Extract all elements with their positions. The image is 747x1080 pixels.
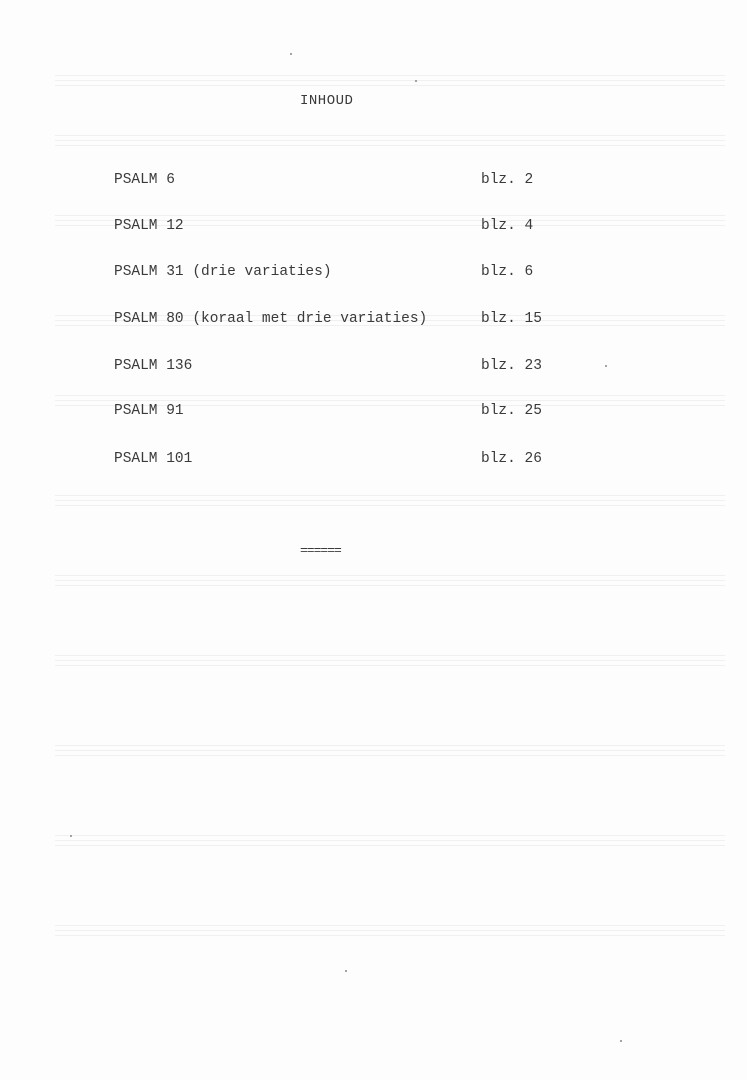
toc-entry-title: PSALM 6 xyxy=(114,172,175,188)
toc-entry xyxy=(114,172,574,192)
toc-entry xyxy=(114,218,574,238)
toc-entry xyxy=(114,451,574,471)
paper-speck xyxy=(290,53,292,55)
paper-speck xyxy=(70,835,72,837)
section-separator: ====== xyxy=(300,543,341,558)
toc-entry xyxy=(114,264,574,284)
paper-speck xyxy=(605,365,607,367)
paper-speck xyxy=(345,970,347,972)
toc-entry xyxy=(114,311,574,331)
paper-speck xyxy=(620,1040,622,1042)
toc-entry xyxy=(114,358,574,378)
toc-entry-title: PSALM 101 xyxy=(114,451,193,467)
toc-entry-page: blz. 15 xyxy=(481,311,542,327)
show-through-background xyxy=(55,55,725,1015)
toc-entry-page: blz. 25 xyxy=(481,403,542,419)
toc-entry-title: PSALM 91 xyxy=(114,403,184,419)
toc-entry-page: blz. 6 xyxy=(481,264,534,280)
paper-speck xyxy=(415,80,417,82)
toc-entry-title: PSALM 31 (drie variaties) xyxy=(114,264,332,280)
toc-entry-page: blz. 23 xyxy=(481,358,542,374)
toc-entry xyxy=(114,403,574,423)
toc-entry-page: blz. 4 xyxy=(481,218,534,234)
toc-entry-title: PSALM 136 xyxy=(114,358,193,374)
toc-entry-title: PSALM 80 (koraal met drie variaties) xyxy=(114,311,428,327)
toc-entry-page: blz. 2 xyxy=(481,172,534,188)
toc-entry-page: blz. 26 xyxy=(481,451,542,467)
toc-entry-title: PSALM 12 xyxy=(114,218,184,234)
document-title: INHOUD xyxy=(300,93,354,109)
